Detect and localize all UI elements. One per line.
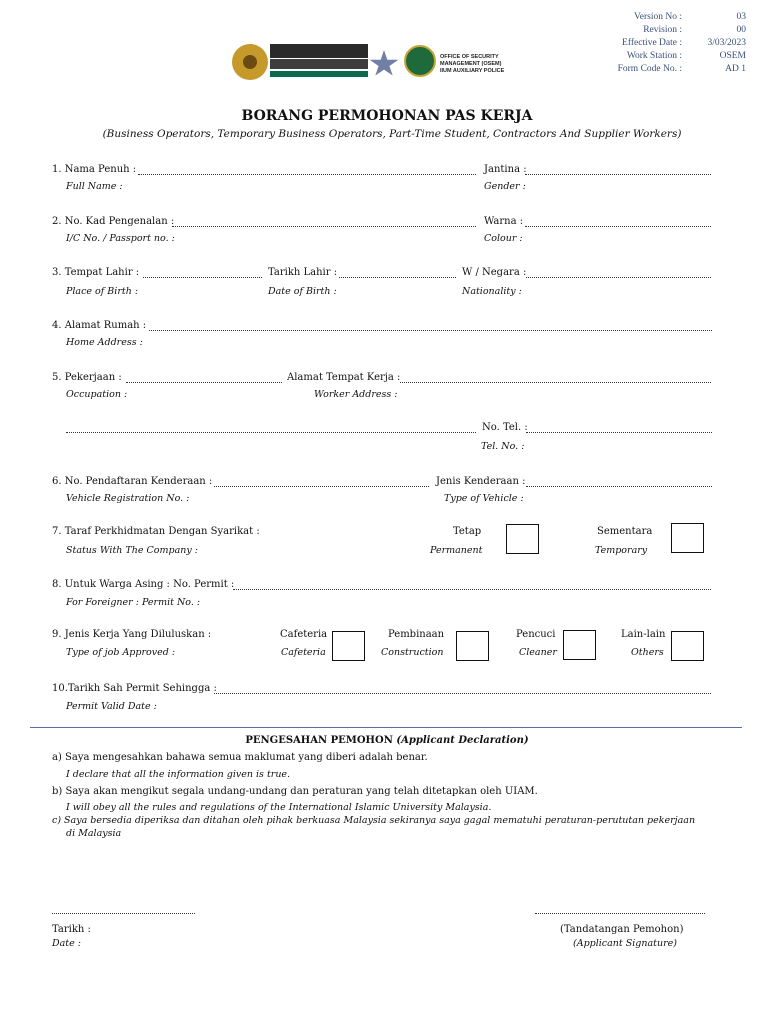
gender-label: Jantina : (484, 164, 527, 175)
construction-en: Construction (381, 647, 444, 658)
status-label: 7. Taraf Perkhidmatan Dengan Syarikat : (52, 526, 260, 537)
full-name-en: Full Name : (66, 181, 123, 192)
work-address-line2-field[interactable] (66, 432, 476, 433)
permit-valid-en: Permit Valid Date : (66, 701, 157, 712)
occupation-label: 5. Pekerjaan : (52, 372, 122, 383)
vehicle-reg-en: Vehicle Registration No. : (66, 493, 190, 504)
others-checkbox[interactable] (671, 631, 704, 661)
permanent-label: Tetap (453, 526, 482, 537)
meta-station-label: Work Station : (626, 51, 682, 61)
foreigner-permit-en: For Foreigner : Permit No. : (66, 597, 201, 608)
dob-en: Date of Birth : (268, 286, 337, 297)
tel-en: Tel. No. : (481, 441, 525, 452)
cleaner-en: Cleaner (519, 647, 557, 658)
date-label: Tarikh : (52, 924, 91, 935)
full-name-label: 1. Nama Penuh : (52, 164, 137, 175)
tel-field[interactable] (526, 432, 712, 433)
gender-en: Gender : (484, 181, 526, 192)
meta-date-label: Effective Date : (622, 38, 682, 48)
home-address-field[interactable] (149, 330, 712, 331)
others-en: Others (631, 647, 664, 658)
construction-checkbox[interactable] (456, 631, 489, 661)
osem-badge-icon (404, 45, 436, 77)
construction-label: Pembinaan (388, 629, 445, 640)
dob-label: Tarikh Lahir : (268, 267, 338, 278)
occupation-en: Occupation : (66, 389, 128, 400)
birthplace-en: Place of Birth : (66, 286, 139, 297)
nationality-label: W / Negara : (462, 267, 527, 278)
police-crest-icon (369, 46, 399, 80)
ic-en: I/C No. / Passport no. : (66, 233, 175, 244)
colour-en: Colour : (484, 233, 523, 244)
foreigner-permit-label: 8. Untuk Warga Asing : No. Permit : (52, 579, 235, 590)
meta-revision-label: Revision : (643, 25, 682, 35)
declaration-a: a) Saya mengesahkan bahawa semua maklumat yang diberi adalah benar. (52, 752, 428, 763)
ic-field[interactable] (172, 226, 476, 227)
occupation-field[interactable] (126, 382, 282, 383)
job-type-label: 9. Jenis Kerja Yang Diluluskan : (52, 629, 212, 640)
declaration-heading: PENGESAHAN PEMOHON (Applicant Declaration) (245, 735, 529, 746)
meta-formcode-label: Form Code No. : (617, 64, 682, 74)
colour-field[interactable] (525, 226, 711, 227)
birthplace-field[interactable] (143, 277, 262, 278)
vehicle-reg-label: 6. No. Pendaftaran Kenderaan : (52, 476, 213, 487)
vehicle-type-label: Jenis Kenderaan : (436, 476, 526, 487)
temporary-checkbox[interactable] (671, 523, 704, 553)
declaration-a-en: I declare that all the information given is true. (66, 769, 291, 780)
meta-version-value: 03 (736, 12, 746, 22)
status-en: Status With The Company : (66, 545, 198, 556)
permit-valid-field[interactable] (214, 693, 711, 694)
date-en: Date : (52, 938, 81, 949)
form-subtitle: (Business Operators, Temporary Business Operators, Part-Time Student, Contractors And Supplier Workers) (102, 128, 682, 140)
temporary-label: Sementara (597, 526, 653, 537)
declaration-b-en: I will obey all the rules and regulations of the International Islamic University Malaysia. (66, 802, 492, 813)
section-divider (30, 727, 742, 728)
signature-field[interactable] (535, 913, 705, 914)
cleaner-label: Pencuci (516, 629, 556, 640)
date-sign-field[interactable] (52, 913, 195, 914)
vehicle-type-field[interactable] (526, 486, 712, 487)
declaration-b: b) Saya akan mengikut segala undang-undang dan peraturan yang telah ditetapkan oleh UIAM. (52, 786, 538, 797)
cleaner-checkbox[interactable] (563, 630, 596, 660)
home-address-label: 4. Alamat Rumah : (52, 320, 147, 331)
declaration-c-cont: di Malaysia (66, 828, 122, 839)
job-type-en: Type of job Approved : (66, 647, 176, 658)
form-title: BORANG PERMOHONAN PAS KERJA (241, 108, 533, 124)
home-address-en: Home Address : (66, 337, 143, 348)
signature-label: (Tandatangan Pemohon) (560, 924, 684, 935)
foreigner-permit-field[interactable] (233, 589, 711, 590)
vehicle-reg-field[interactable] (214, 486, 429, 487)
permanent-checkbox[interactable] (506, 524, 539, 554)
meta-formcode-value: AD 1 (725, 64, 746, 74)
full-name-field[interactable] (138, 174, 476, 175)
dob-field[interactable] (339, 277, 456, 278)
meta-date-value: 3/03/2023 (707, 38, 746, 48)
others-label: Lain-lain (621, 629, 666, 640)
iium-wordmark-logo (270, 44, 368, 78)
work-address-label: Alamat Tempat Kerja : (287, 372, 401, 383)
permit-valid-label: 10.Tarikh Sah Permit Sehingga : (52, 683, 217, 694)
nationality-field[interactable] (526, 277, 711, 278)
gender-field[interactable] (525, 174, 711, 175)
meta-station-value: OSEM (719, 51, 746, 61)
temporary-en: Temporary (595, 545, 648, 556)
birthplace-label: 3. Tempat Lahir : (52, 267, 140, 278)
osem-logo-text: OFFICE OF SECURITY MANAGEMENT (OSEM) IIUM AUXILIARY POLICE (440, 54, 505, 74)
cafeteria-en: Cafeteria (281, 647, 326, 658)
nationality-en: Nationality : (462, 286, 522, 297)
tel-label: No. Tel. : (482, 422, 528, 433)
cafeteria-label: Cafeteria (280, 629, 328, 640)
cafeteria-checkbox[interactable] (332, 631, 365, 661)
work-address-en: Worker Address : (314, 389, 398, 400)
signature-en: (Applicant Signature) (573, 938, 677, 949)
ic-label: 2. No. Kad Pengenalan : (52, 216, 175, 227)
colour-label: Warna : (484, 216, 524, 227)
iium-logo-icon (232, 44, 268, 80)
work-address-field[interactable] (400, 382, 711, 383)
permanent-en: Permanent (430, 545, 483, 556)
declaration-c: c) Saya bersedia diperiksa dan ditahan oleh pihak berkuasa Malaysia sekiranya saya gagal mematuhi peraturan-perututan pekerjaan (52, 815, 696, 826)
vehicle-type-en: Type of Vehicle : (444, 493, 524, 504)
meta-revision-value: 00 (736, 25, 746, 35)
meta-version-label: Version No : (633, 12, 682, 22)
